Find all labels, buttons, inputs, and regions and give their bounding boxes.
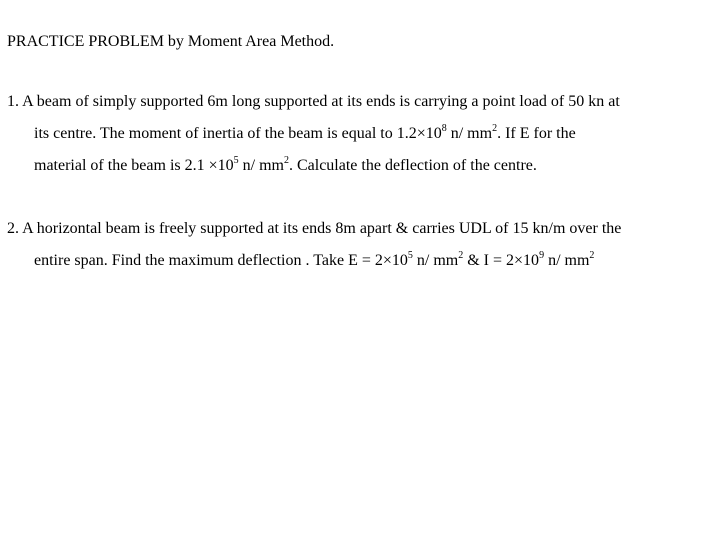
problem-1-line-1: 1. A beam of simply supported 6m long supported at its ends is carrying a point load of 50 kn at — [7, 93, 620, 110]
exponent: 2 — [283, 155, 289, 166]
page-title: PRACTICE PROBLEM by Moment Area Method. — [7, 33, 335, 50]
problem-2-line-2 — [34, 251, 594, 271]
exponent: 5 — [407, 250, 413, 261]
text-segment: . If E for the — [497, 125, 576, 142]
text-segment: its centre. The moment of inertia of the beam is equal to 1.2×10 — [34, 125, 442, 142]
text-segment: n/ mm — [446, 125, 493, 142]
problem-2-line-1: 2. A horizontal beam is freely supported at its ends 8m apart & carries UDL of 15 kn/m over the — [7, 220, 622, 237]
exponent: 2 — [589, 250, 595, 261]
exponent: 9 — [539, 250, 545, 261]
problem-1-line-2 — [34, 124, 576, 144]
exponent: 8 — [441, 123, 447, 134]
text-segment: . Calculate the deflection of the centre. — [288, 157, 537, 174]
text-segment: material of the beam is 2.1 ×10 — [34, 157, 234, 174]
exponent: 5 — [233, 155, 239, 166]
text-segment: & I = 2×10 — [463, 252, 540, 269]
exponent: 2 — [492, 123, 498, 134]
text-segment: n/ mm — [238, 157, 284, 174]
text-segment: n/ mm — [544, 252, 590, 269]
text-segment: entire span. Find the maximum deflection . Take E = 2×10 — [34, 252, 408, 269]
exponent: 2 — [458, 250, 464, 261]
text-segment: n/ mm — [412, 252, 459, 269]
problem-1-line-3 — [34, 156, 537, 176]
